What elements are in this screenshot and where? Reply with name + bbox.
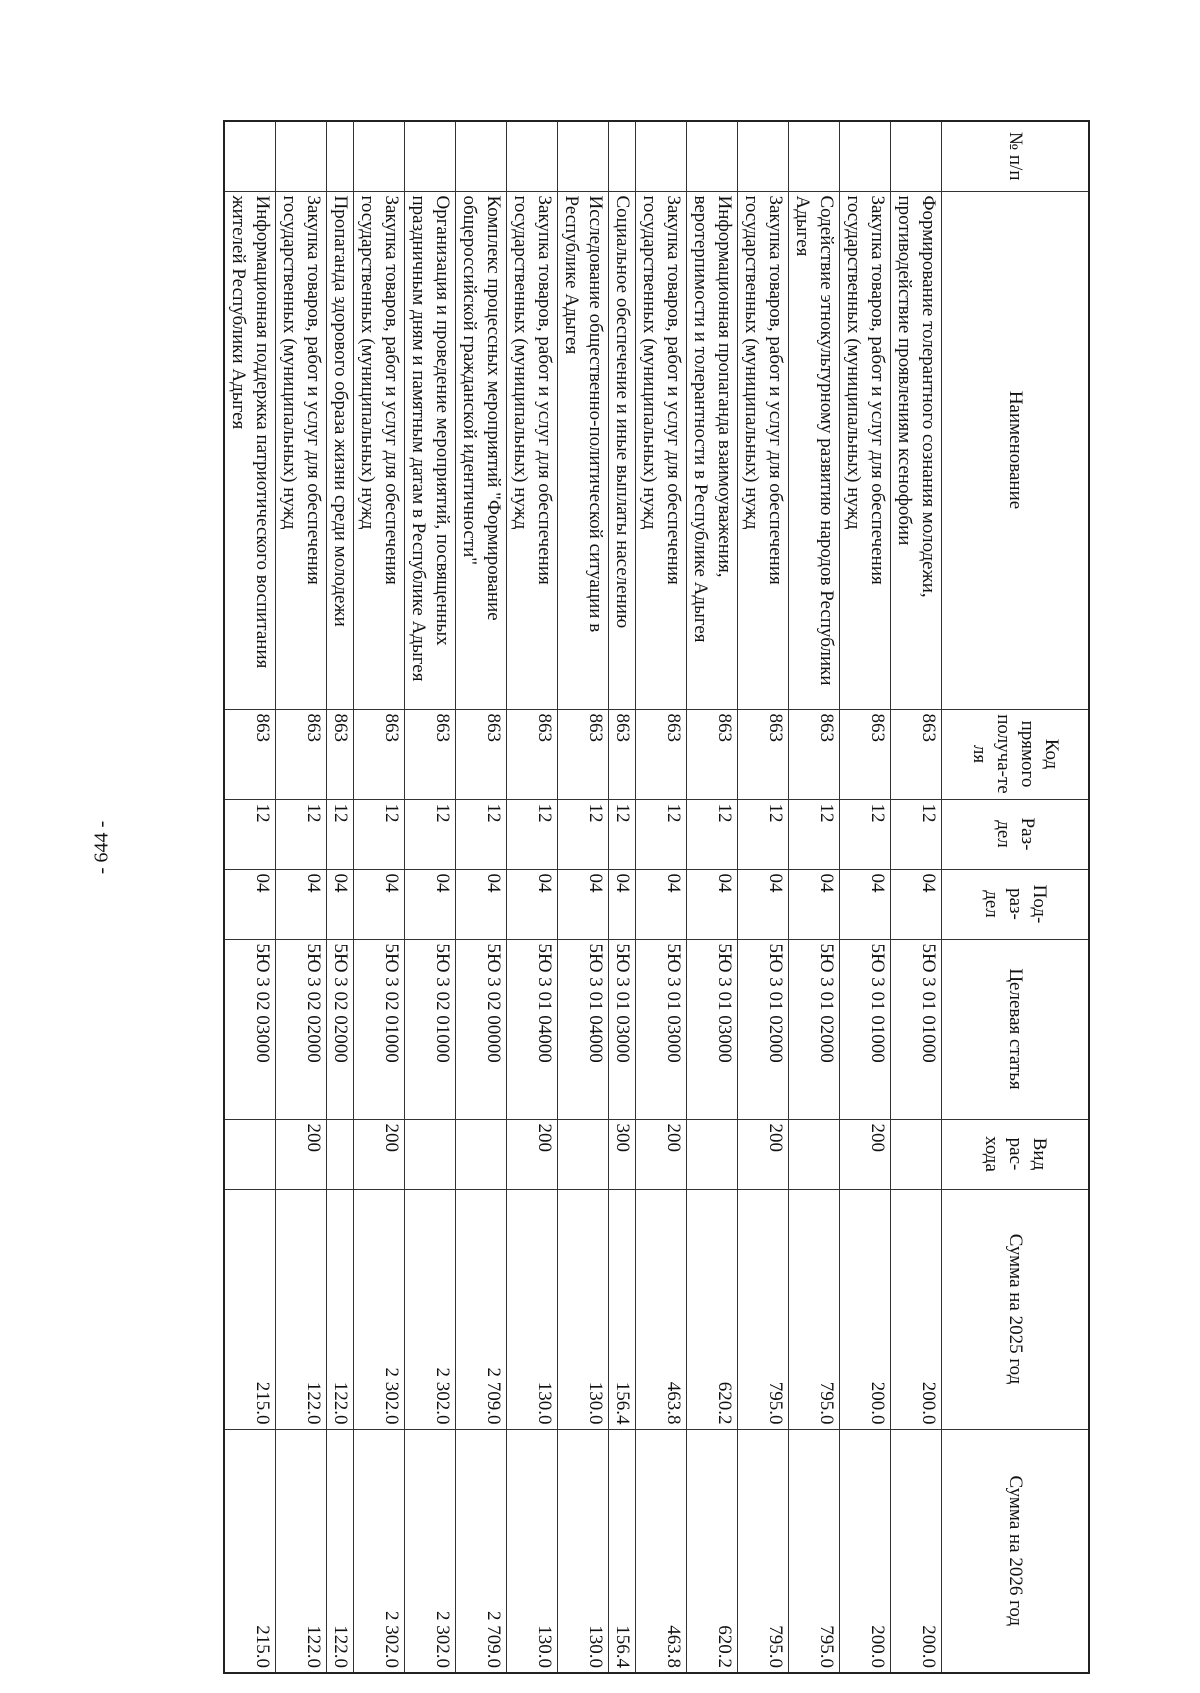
cell-expense-type [405,1119,456,1189]
table-row [276,121,327,1673]
cell-podrazdel: 04 [327,869,354,939]
header-name: Наименование [942,191,1090,709]
cell-name: Исследование общественно-политической ситуации в Республике Адыгея [558,191,609,709]
cell-num [738,121,789,191]
table-row [507,121,558,1673]
table-row [636,121,687,1673]
cell-target-article: 5Ю 3 01 03000 [687,939,738,1119]
cell-recipient-code: 863 [609,709,636,799]
cell-razdel: 12 [789,799,840,869]
cell-name: Закупка товаров, работ и услуг для обеспечения государственных (муниципальных) нужд [354,191,405,709]
cell-target-article: 5Ю 3 01 03000 [609,939,636,1119]
cell-num [687,121,738,191]
cell-sum-2025: 215.0 [224,1189,276,1429]
cell-sum-2026: 215.0 [224,1429,276,1673]
cell-target-article: 5Ю 3 01 04000 [558,939,609,1119]
header-podrazdel: Под- раз- дел [942,869,1090,939]
cell-name: Содействие этнокультурному развитию народов Республики Адыгея [789,191,840,709]
cell-razdel: 12 [327,799,354,869]
cell-sum-2025: 156.4 [609,1189,636,1429]
cell-expense-type [224,1119,276,1189]
cell-podrazdel: 04 [405,869,456,939]
cell-sum-2026: 2 302.0 [405,1429,456,1673]
cell-podrazdel: 04 [687,869,738,939]
cell-recipient-code: 863 [558,709,609,799]
cell-podrazdel: 04 [636,869,687,939]
cell-recipient-code: 863 [891,709,942,799]
cell-recipient-code: 863 [224,709,276,799]
cell-name: Закупка товаров, работ и услуг для обеспечения государственных (муниципальных) нужд [840,191,891,709]
cell-podrazdel: 04 [840,869,891,939]
cell-razdel: 12 [636,799,687,869]
cell-expense-type: 200 [636,1119,687,1189]
cell-name: Закупка товаров, работ и услуг для обеспечения государственных (муниципальных) нужд [738,191,789,709]
cell-podrazdel: 04 [609,869,636,939]
table-row [558,121,609,1673]
cell-recipient-code: 863 [840,709,891,799]
cell-target-article: 5Ю 3 01 02000 [738,939,789,1119]
cell-num [789,121,840,191]
cell-sum-2026: 795.0 [789,1429,840,1673]
cell-target-article: 5Ю 3 01 01000 [840,939,891,1119]
cell-podrazdel: 04 [891,869,942,939]
cell-expense-type [456,1119,507,1189]
cell-sum-2025: 795.0 [738,1189,789,1429]
cell-name: Информационная поддержка патриотического воспитания жителей Республики Адыгея [224,191,276,709]
cell-num [327,121,354,191]
cell-recipient-code: 863 [636,709,687,799]
cell-num [636,121,687,191]
cell-num [224,121,276,191]
cell-target-article: 5Ю 3 01 02000 [789,939,840,1119]
cell-sum-2026: 122.0 [276,1429,327,1673]
cell-sum-2026: 130.0 [558,1429,609,1673]
cell-recipient-code: 863 [507,709,558,799]
cell-num [276,121,327,191]
cell-expense-type [327,1119,354,1189]
cell-expense-type: 200 [738,1119,789,1189]
table-row [891,121,942,1673]
cell-target-article: 5Ю 3 02 01000 [405,939,456,1119]
cell-name: Пропаганда здорового образа жизни среди молодежи [327,191,354,709]
rotated-table-container [128,120,1090,1672]
header-num: № п/п [942,121,1090,191]
cell-razdel: 12 [558,799,609,869]
cell-name: Закупка товаров, работ и услуг для обеспечения государственных (муниципальных) нужд [276,191,327,709]
cell-podrazdel: 04 [558,869,609,939]
table-row [224,121,276,1673]
cell-podrazdel: 04 [507,869,558,939]
cell-expense-type: 200 [840,1119,891,1189]
cell-expense-type [789,1119,840,1189]
header-target-article: Целевая статья [942,939,1090,1119]
table-row [405,121,456,1673]
cell-name: Социальное обеспечение и иные выплаты населению [609,191,636,709]
cell-sum-2025: 130.0 [507,1189,558,1429]
cell-razdel: 12 [405,799,456,869]
cell-target-article: 5Ю 3 01 04000 [507,939,558,1119]
cell-num [891,121,942,191]
cell-podrazdel: 04 [224,869,276,939]
table-row [738,121,789,1673]
cell-expense-type: 200 [507,1119,558,1189]
cell-podrazdel: 04 [276,869,327,939]
cell-target-article: 5Ю 3 02 03000 [224,939,276,1119]
table-body [224,121,942,1673]
cell-name: Закупка товаров, работ и услуг для обеспечения государственных (муниципальных) нужд [636,191,687,709]
header-recipient-code: Код прямого получа-те ля [942,709,1090,799]
cell-name: Формирование толерантного сознания молодежи, противодействие проявлениям ксенофобии [891,191,942,709]
cell-target-article: 5Ю 3 02 02000 [327,939,354,1119]
cell-sum-2026: 130.0 [507,1429,558,1673]
cell-razdel: 12 [609,799,636,869]
cell-num [456,121,507,191]
table-row [609,121,636,1673]
cell-podrazdel: 04 [738,869,789,939]
cell-sum-2026: 2 709.0 [456,1429,507,1673]
header-razdel: Раз- дел [942,799,1090,869]
cell-sum-2026: 200.0 [891,1429,942,1673]
cell-razdel: 12 [891,799,942,869]
cell-target-article: 5Ю 3 01 03000 [636,939,687,1119]
cell-recipient-code: 863 [687,709,738,799]
cell-sum-2026: 200.0 [840,1429,891,1673]
cell-target-article: 5Ю 3 02 02000 [276,939,327,1119]
cell-expense-type: 200 [276,1119,327,1189]
cell-razdel: 12 [840,799,891,869]
cell-num [507,121,558,191]
header-sum-2025: Сумма на 2025 год [942,1189,1090,1429]
cell-expense-type: 200 [354,1119,405,1189]
header-expense-type: Вид рас- хода [942,1119,1090,1189]
table-row [456,121,507,1673]
page-number: - 644 - [90,820,113,875]
cell-razdel: 12 [456,799,507,869]
cell-razdel: 12 [738,799,789,869]
header-sum-2026: Сумма на 2026 год [942,1429,1090,1673]
cell-expense-type [558,1119,609,1189]
cell-sum-2026: 122.0 [327,1429,354,1673]
cell-sum-2025: 2 302.0 [354,1189,405,1429]
cell-sum-2025: 122.0 [276,1189,327,1429]
cell-sum-2026: 156.4 [609,1429,636,1673]
cell-sum-2026: 2 302.0 [354,1429,405,1673]
cell-recipient-code: 863 [276,709,327,799]
cell-num [609,121,636,191]
cell-expense-type [891,1119,942,1189]
cell-recipient-code: 863 [405,709,456,799]
cell-sum-2025: 795.0 [789,1189,840,1429]
cell-podrazdel: 04 [354,869,405,939]
cell-sum-2025: 2 709.0 [456,1189,507,1429]
cell-sum-2025: 130.0 [558,1189,609,1429]
cell-sum-2026: 795.0 [738,1429,789,1673]
table-row [789,121,840,1673]
cell-expense-type: 300 [609,1119,636,1189]
cell-recipient-code: 863 [327,709,354,799]
cell-name: Закупка товаров, работ и услуг для обеспечения государственных (муниципальных) нужд [507,191,558,709]
cell-num [840,121,891,191]
cell-razdel: 12 [354,799,405,869]
cell-expense-type [687,1119,738,1189]
cell-sum-2025: 463.8 [636,1189,687,1429]
cell-target-article: 5Ю 3 02 01000 [354,939,405,1119]
cell-sum-2025: 122.0 [327,1189,354,1429]
cell-sum-2026: 463.8 [636,1429,687,1673]
cell-target-article: 5Ю 3 01 01000 [891,939,942,1119]
cell-recipient-code: 863 [354,709,405,799]
cell-num [558,121,609,191]
cell-sum-2025: 200.0 [891,1189,942,1429]
cell-razdel: 12 [276,799,327,869]
table-row [687,121,738,1673]
table-row [840,121,891,1673]
cell-sum-2025: 200.0 [840,1189,891,1429]
table-row [354,121,405,1673]
cell-num [405,121,456,191]
cell-name: Организация и проведение мероприятий, посвященных праздничным дням и памятным датам в Республике Адыгея [405,191,456,709]
cell-razdel: 12 [507,799,558,869]
cell-num [354,121,405,191]
cell-name: Информационная пропаганда взаимоуважения, веротерпимости и толерантности в Республике Адыгея [687,191,738,709]
cell-sum-2025: 620.2 [687,1189,738,1429]
budget-table [223,120,1090,1674]
cell-name: Комплекс процессных мероприятий "Формирование общероссийской гражданской идентичности" [456,191,507,709]
cell-recipient-code: 863 [738,709,789,799]
cell-podrazdel: 04 [789,869,840,939]
cell-razdel: 12 [224,799,276,869]
cell-razdel: 12 [687,799,738,869]
table-header-row [942,121,1090,1673]
table-row [327,121,354,1673]
cell-sum-2026: 620.2 [687,1429,738,1673]
cell-recipient-code: 863 [789,709,840,799]
cell-sum-2025: 2 302.0 [405,1189,456,1429]
cell-recipient-code: 863 [456,709,507,799]
cell-target-article: 5Ю 3 02 00000 [456,939,507,1119]
cell-podrazdel: 04 [456,869,507,939]
